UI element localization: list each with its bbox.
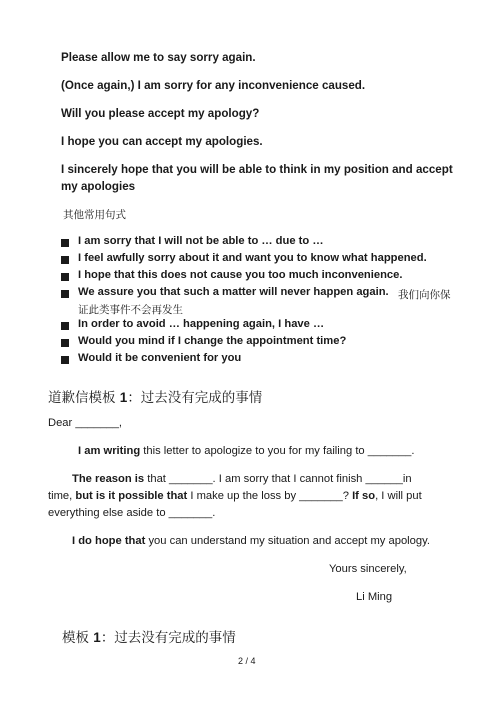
letter-paragraph-2-line-3: everything else aside to _______. [48,507,216,519]
letter-paragraph-2-line-1 [72,473,412,485]
bullet-item-6: Would you mind if I change the appointment time? [78,335,347,347]
letter-p1-text: this letter to apologize to you for my failing to _______. [140,445,415,457]
letter-p2-text-2c: , I will put [375,490,422,502]
letter-p3-bold: I do hope that [72,535,146,547]
template-heading-cn-2: ：过去没有完成的事情 [127,390,263,406]
letter-p2-bold-3: If so [352,490,376,502]
bullet-marker [61,273,69,281]
bullet-item-1: I am sorry that I will not be able to … due to … [78,235,324,247]
bullet-item-5: In order to avoid … happening again, I have … [78,318,325,330]
phrase-3: Will you please accept my apology? [61,107,260,120]
bullet-item-4-cn-2: 证此类事件不会再发生 [78,304,183,316]
template-2-heading-number: 1 [93,630,101,645]
bullet-marker [61,239,69,247]
letter-p2-text-2a: time, [48,490,76,502]
other-phrases-heading: 其他常用句式 [63,209,126,221]
page-number: 2 / 4 [238,656,256,666]
bullet-item-4: We assure you that such a matter will never happen again. [78,286,389,298]
letter-p2-bold-1: The reason is [72,473,145,485]
bullet-item-2: I feel awfully sorry about it and want you to know what happened. [78,252,427,264]
bullet-marker [61,290,69,298]
bullet-marker [61,356,69,364]
bullet-marker [61,339,69,347]
phrase-4: I hope you can accept my apologies. [61,135,263,148]
phrase-5-line-1: I sincerely hope that you will be able to think in my position and accept [61,163,453,176]
template-heading-number: 1 [119,390,128,405]
template-2-heading-cn-2: ：过去没有完成的事情 [100,630,236,646]
template-2-heading [62,626,236,646]
template-2-heading-cn: 模板 [62,630,94,646]
bullet-item-7: Would it be convenient for you [78,352,242,364]
letter-paragraph-1 [78,445,414,457]
letter-signature: Li Ming [356,591,393,603]
bullet-item-4-cn-1: 我们向你保 [398,289,451,301]
bullet-marker [61,256,69,264]
template-heading [48,386,262,406]
letter-paragraph-2-line-2 [48,490,422,502]
letter-closing: Yours sincerely, [329,563,407,575]
phrase-1: Please allow me to say sorry again. [61,51,256,64]
letter-p2-text-1: that _______. I am sorry that I cannot finish ______in [144,473,412,485]
letter-p3-text: you can understand my situation and accept my apology. [145,535,430,547]
phrase-2: (Once again,) I am sorry for any inconvenience caused. [61,79,366,92]
bullet-item-3: I hope that this does not cause you too much inconvenience. [78,269,403,281]
letter-greeting: Dear _______, [48,417,123,429]
template-heading-cn: 道歉信模板 [48,390,120,406]
letter-paragraph-3 [72,535,430,547]
letter-p2-text-2b: I make up the loss by _______? [187,490,353,502]
phrase-5-line-2: my apologies [61,180,136,193]
letter-p1-bold: I am writing [78,445,141,457]
bullet-marker [61,322,69,330]
letter-p2-bold-2: but is it possible that [75,490,188,502]
